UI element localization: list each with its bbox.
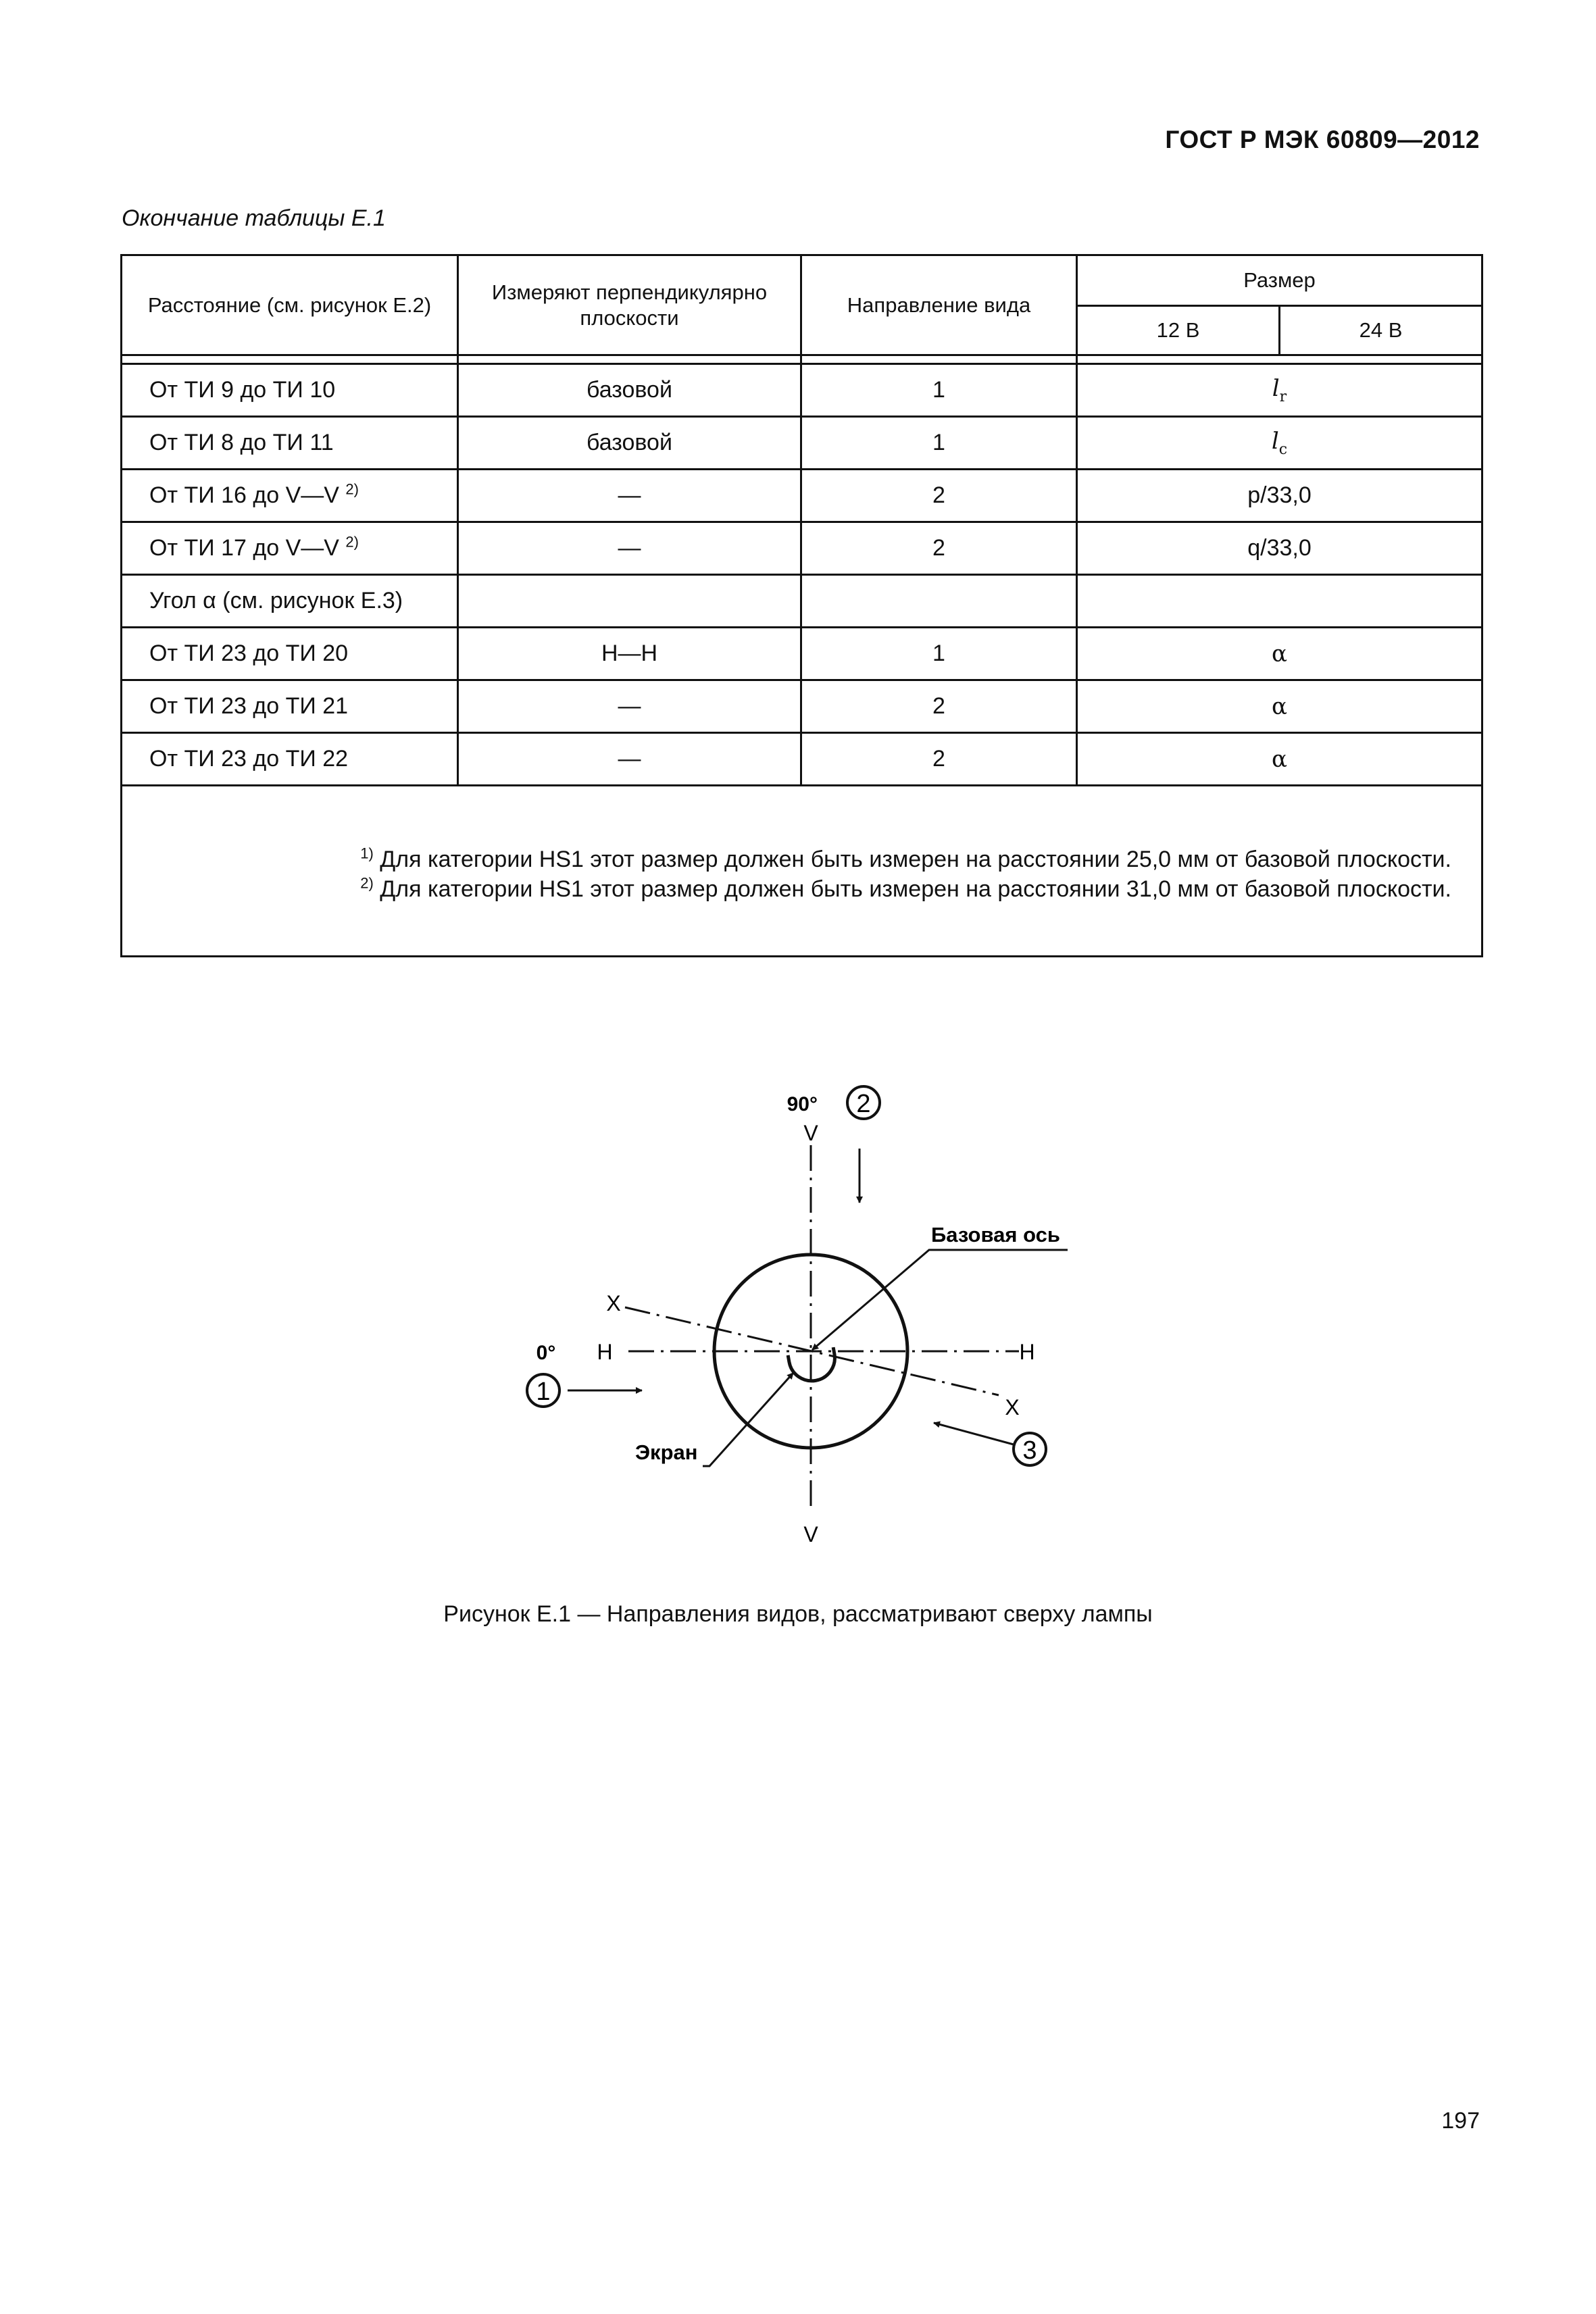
table-row — [122, 364, 1482, 417]
cell-plane: — — [458, 522, 801, 575]
angle-90-label: 90° — [787, 1093, 818, 1115]
header-size-24v: 24 В — [1280, 306, 1482, 355]
table-row — [122, 628, 1482, 680]
h-left-label: H — [597, 1340, 613, 1364]
page-number: 197 — [1441, 2108, 1480, 2134]
cell-size: α — [1077, 733, 1482, 786]
table-row — [122, 575, 1482, 628]
figure-caption: Рисунок Е.1 — Направления видов, рассматривают сверху лампы — [443, 1601, 1153, 1627]
cell-direction: 1 — [801, 417, 1077, 470]
cell-direction: 2 — [801, 733, 1077, 786]
footnote-2: $^{2)}$ Для категории HS1 этот размер должен быть измерен на расстоянии 31,0 мм от базовой плоскости. — [360, 874, 1451, 902]
cell-distance: От ТИ 9 до ТИ 10 — [122, 364, 458, 417]
cell-distance: От ТИ 23 до ТИ 20 — [122, 628, 458, 680]
cell-direction: 2 — [801, 522, 1077, 575]
table-row — [122, 417, 1482, 470]
table-notes-row — [122, 786, 1482, 957]
table-row — [122, 522, 1482, 575]
cell-size: p/33,0 — [1077, 470, 1482, 522]
header-distance: Расстояние (см. рисунок Е.2) — [122, 255, 458, 355]
cell-size: α — [1077, 628, 1482, 680]
angle-0-label: 0° — [536, 1342, 556, 1364]
table-continuation-caption: Окончание таблицы Е.1 — [122, 205, 386, 231]
v-bottom-label: V — [803, 1522, 818, 1546]
view-2-label: 2 — [856, 1090, 871, 1118]
cell-size — [1077, 575, 1482, 628]
header-direction: Направление вида — [801, 255, 1077, 355]
table-row — [122, 470, 1482, 522]
header-size-12v: 12 В — [1077, 306, 1280, 355]
reference-axis-label: Базовая ось — [931, 1223, 1060, 1247]
footnote-1: $^{1)}$ Для категории HS1 этот размер должен быть измерен на расстоянии 25,0 мм от базовой плоскости. — [360, 845, 1451, 872]
table-row — [122, 733, 1482, 786]
x-right-label: X — [1005, 1395, 1020, 1419]
cell-plane: Н—Н — [458, 628, 801, 680]
screen-shape — [788, 1347, 839, 1384]
h-right-label: H — [1019, 1340, 1035, 1364]
cell-size: $l_c$ — [1077, 417, 1482, 470]
cell-plane: базовой — [458, 417, 801, 470]
footnote-ref: 2) — [345, 533, 359, 551]
header-size: Размер — [1077, 255, 1482, 306]
cell-distance: От ТИ 23 до ТИ 22 — [122, 733, 458, 786]
cell-size: q/33,0 — [1077, 522, 1482, 575]
table-row — [122, 680, 1482, 733]
view-1-label: 1 — [536, 1378, 551, 1406]
cell-plane: — — [458, 470, 801, 522]
cell-distance: Угол α (см. рисунок Е.3) — [122, 575, 458, 628]
screen-label: Экран — [635, 1440, 698, 1464]
cell-distance: От ТИ 16 до V—V $^{2)}$ — [122, 470, 458, 522]
cell-direction: 2 — [801, 470, 1077, 522]
table-footnotes — [122, 786, 1482, 957]
cell-direction: 1 — [801, 628, 1077, 680]
v-top-label: V — [803, 1121, 818, 1145]
footnote-ref: 2) — [345, 480, 359, 498]
screen-leader — [703, 1373, 793, 1466]
header-plane: Измеряют перпендикулярно плоскости — [458, 255, 801, 355]
cell-plane — [458, 575, 801, 628]
cell-distance: От ТИ 23 до ТИ 21 — [122, 680, 458, 733]
cell-plane: — — [458, 680, 801, 733]
view-3-arrow — [934, 1423, 1014, 1444]
view-directions-diagram — [473, 1061, 1122, 1561]
cell-size: α — [1077, 680, 1482, 733]
x-left-label: X — [606, 1291, 621, 1315]
cell-plane: — — [458, 733, 801, 786]
cell-distance: От ТИ 8 до ТИ 11 — [122, 417, 458, 470]
header-separator — [122, 355, 1482, 364]
cell-direction: 2 — [801, 680, 1077, 733]
cell-plane: базовой — [458, 364, 801, 417]
view-3-label: 3 — [1022, 1436, 1037, 1465]
cell-size: $l_r$ — [1077, 364, 1482, 417]
cell-direction: 1 — [801, 364, 1077, 417]
document-code-header: ГОСТ Р МЭК 60809—2012 — [1165, 126, 1480, 153]
cell-direction — [801, 575, 1077, 628]
cell-distance: От ТИ 17 до V—V $^{2)}$ — [122, 522, 458, 575]
dimensions-table — [120, 254, 1483, 957]
